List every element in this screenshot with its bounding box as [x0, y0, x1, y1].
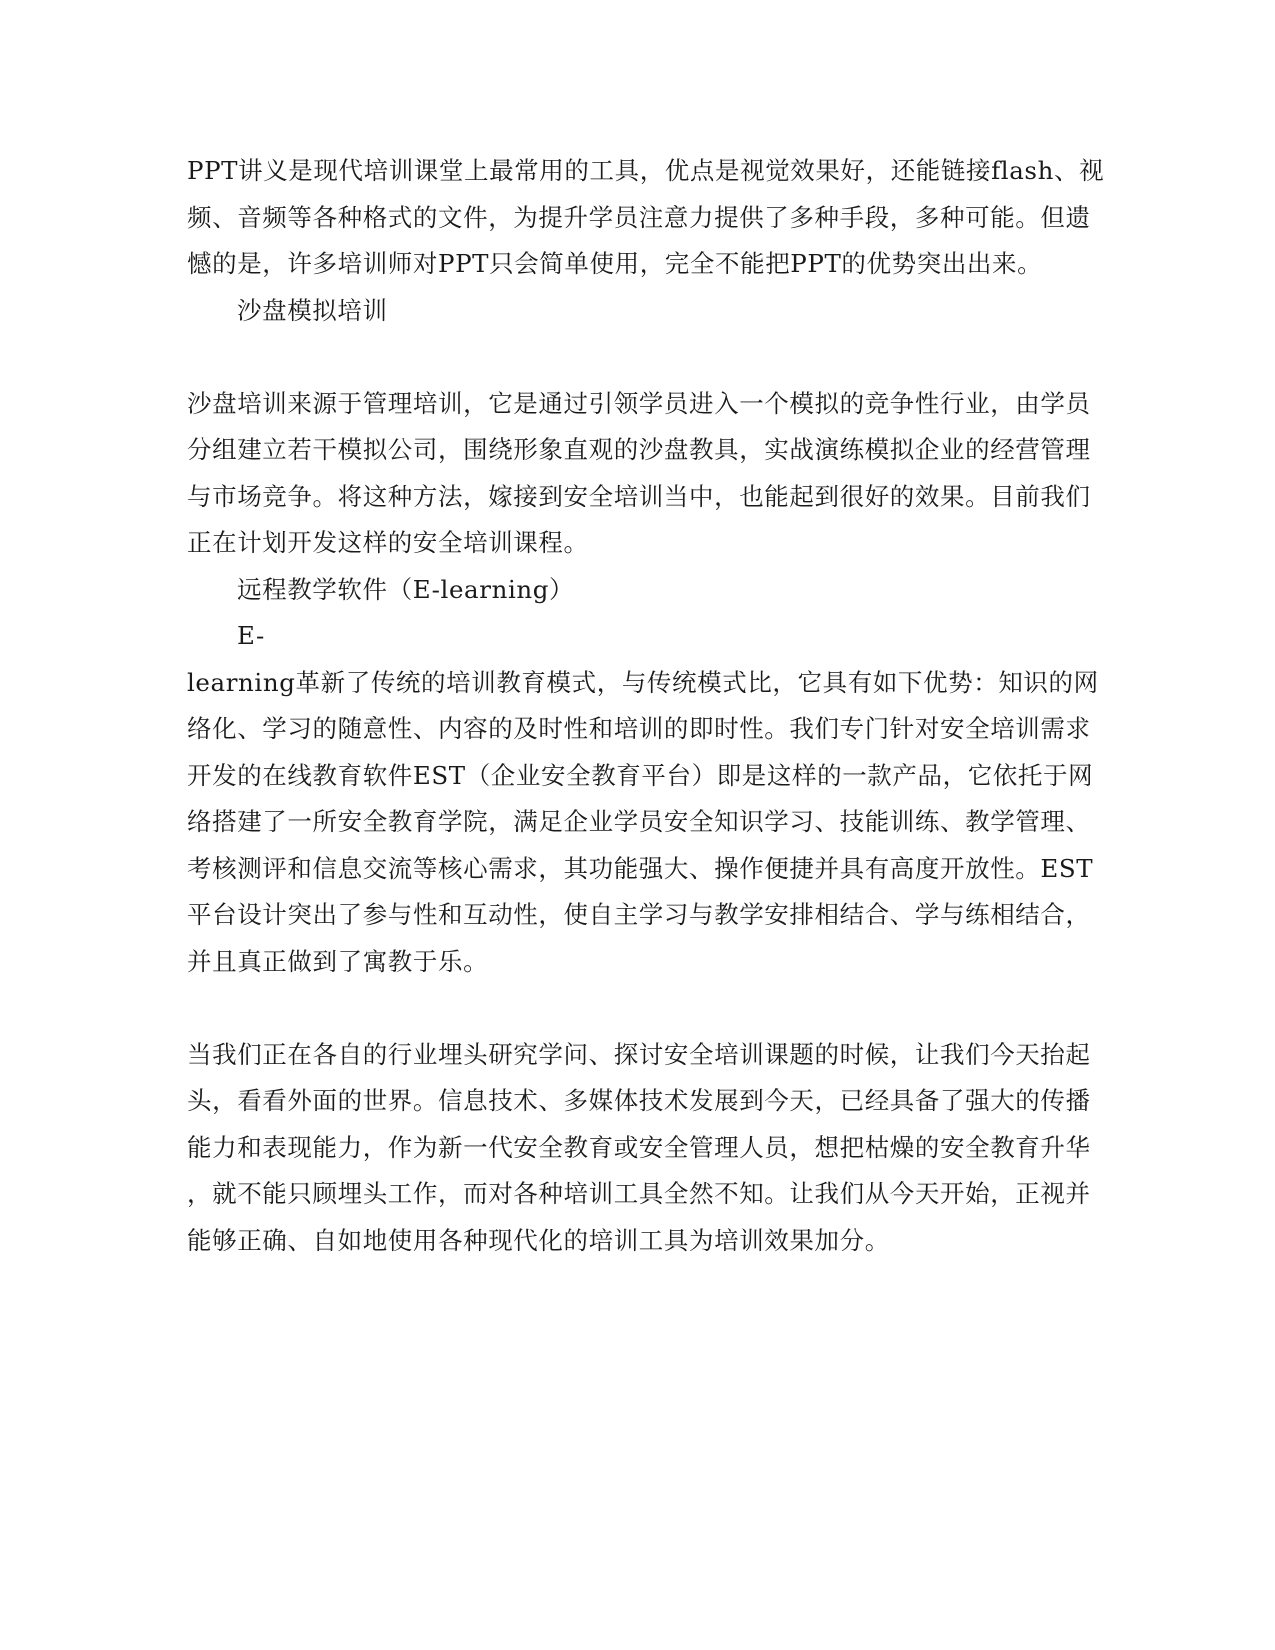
- text-line: 考核测评和信息交流等核心需求，其功能强大、操作便捷并具有高度开放性。EST: [187, 854, 1094, 883]
- text-line: 能力和表现能力，作为新一代安全教育或安全管理人员，想把枯燥的安全教育升华: [187, 1133, 1091, 1162]
- heading-elearning: 远程教学软件（E-learning）: [237, 575, 575, 604]
- text-line: learning革新了传统的培训教育模式，与传统模式比，它具有如下优势：知识的网: [187, 668, 1099, 697]
- text-line: 频、音频等各种格式的文件，为提升学员注意力提供了多种手段，多种可能。但遗: [187, 203, 1091, 232]
- text-line: ，就不能只顾埋头工作，而对各种培训工具全然不知。让我们从今天开始，正视并: [187, 1179, 1091, 1208]
- text-line: 与市场竞争。将这种方法，嫁接到安全培训当中，也能起到很好的效果。目前我们: [187, 482, 1091, 511]
- text-line: 正在计划开发这样的安全培训课程。: [187, 528, 589, 557]
- text-line: 并且真正做到了寓教于乐。: [187, 947, 489, 976]
- text-line: 络搭建了一所安全教育学院，满足企业学员安全知识学习、技能训练、教学管理、: [187, 807, 1091, 836]
- heading-sandtable: 沙盘模拟培训: [237, 296, 388, 325]
- text-line: 分组建立若干模拟公司，围绕形象直观的沙盘教具，实战演练模拟企业的经营管理: [187, 435, 1091, 464]
- text-line: 络化、学习的随意性、内容的及时性和培训的即时性。我们专门针对安全培训需求: [187, 714, 1091, 743]
- text-line: 沙盘培训来源于管理培训，它是通过引领学员进入一个模拟的竞争性行业，由学员: [187, 389, 1091, 418]
- text-line: 当我们正在各自的行业埋头研究学问、探讨安全培训课题的时候，让我们今天抬起: [187, 1040, 1091, 1069]
- elearning-prefix: E-: [237, 621, 265, 650]
- text-line: 头，看看外面的世界。信息技术、多媒体技术发展到今天，已经具备了强大的传播: [187, 1086, 1091, 1115]
- text-line: 能够正确、自如地使用各种现代化的培训工具为培训效果加分。: [187, 1226, 890, 1255]
- text-line: PPT讲义是现代培训课堂上最常用的工具，优点是视觉效果好，还能链接flash、视: [187, 156, 1105, 185]
- text-line: 憾的是，许多培训师对PPT只会简单使用，完全不能把PPT的优势突出出来。: [187, 249, 1043, 278]
- text-line: 开发的在线教育软件EST（企业安全教育平台）即是这样的一款产品，它依托于网: [187, 761, 1094, 790]
- text-line: 平台设计突出了参与性和互动性，使自主学习与教学安排相结合、学与练相结合，: [187, 900, 1091, 929]
